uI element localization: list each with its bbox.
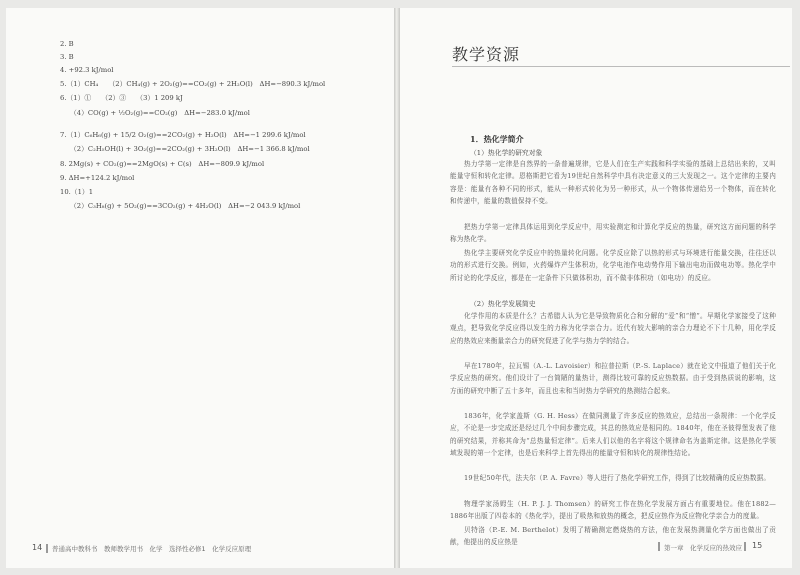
subsection-title: （1）热化学的研究对象	[470, 149, 543, 157]
subsection-title: （2）热化学发展简史	[470, 300, 536, 308]
answer-line: 7.（1）C₆H₆(g) + 15/2 O₂(g)==2CO₂(g) + H₂O(l) ΔH=−1 299.6 kJ/mol	[60, 131, 306, 139]
paragraph: 热力学第一定律是自然界的一条普遍规律，它是人们在生产实践和科学实验的基础上总结出来的，又叫能量守恒和转化定律。恩格斯把它看为19世纪自然科学中具有决定意义的三大发现之一。这个定律的主要内容是：能量有各种不同的形式，能从一种形式转化为另一种形式，从一个物体传递给另一个物体，而在转化和传递中，能量的数值保持不变。	[450, 160, 776, 205]
paragraph: 化学作用的本质是什么？古希腊人认为它是导致物质化合和分解的“爱”和“憎”。早期化学家接受了这种观点，把导致化学反应得以发生的力称为化学亲合力。近代有较大影响的亲合力理论不下十几种，用化学反应的热效应来衡量亲合力的研究促进了化学与热力学的结合。	[450, 312, 776, 345]
answer-line: 10.（1）1	[60, 188, 94, 196]
footer-book-title: 普通高中教科书 教师教学用书 化学 选择性必修1 化学反应原理	[52, 545, 252, 553]
section-title: 1．热化学简介	[470, 134, 524, 144]
footer-divider	[744, 542, 746, 551]
answer-line: 6.（1）① （2）③ （3）1 209 kJ	[60, 94, 183, 102]
footer-divider	[658, 542, 660, 551]
right-page	[400, 8, 792, 568]
paragraph: 贝特洛（P.-E. M. Berthelot）发明了精确测定燃烧热的方法，他在发展热测量化学方面也做出了贡献，他提出的反应热是	[450, 526, 776, 547]
paragraph: 热化学主要研究化学反应中的热量转化问题。化学反应除了以热的形式与环境进行能量交换，往往还以功的形式进行交换。例如，火药爆炸产生体积功，化学电池作电动势作用下输出电功而做电功等。热化学中所讨论的化学反应，都是在一定条件下只做体积功，而不做非体积功（如电功）的反应。	[450, 249, 776, 282]
paragraph: 把热力学第一定律具体运用到化学反应中，用实验测定和计算化学反应的热量，研究这方面问题的科学称为热化学。	[450, 223, 776, 244]
answer-line: 3. B	[60, 53, 74, 61]
answer-line: 5.（1）CH₄ （2）CH₄(g) + 2O₂(g)==CO₂(g) + 2H₂O(l) ΔH=−890.3 kJ/mol	[60, 80, 326, 88]
paragraph: 物理学家汤姆生（H. P. J. J. Thomsen）的研究工作在热化学发展方面占有重要地位。他在1882—1886年出版了四卷本的《热化学》，提出了吸热和放热的概念，把反应热作为反应物化学亲合力的度量。	[450, 500, 776, 521]
chapter-heading: 教学资源	[452, 45, 521, 64]
page-number-left: 14	[32, 543, 43, 552]
answer-line: 4. +92.3 kJ/mol	[60, 66, 114, 74]
footer-chapter-title: 第一章 化学反应的热效应	[664, 544, 742, 552]
footer-divider	[46, 544, 48, 553]
answer-line: 9. ΔH=+124.2 kJ/mol	[60, 174, 135, 182]
answer-line: （2）C₃H₈(g) + 5O₂(g)==3CO₂(g) + 4H₂O(l) ΔH=−2 043.9 kJ/mol	[70, 202, 301, 210]
answer-line: （2）C₂H₅OH(l) + 3O₂(g)==2CO₂(g) + 3H₂O(l) ΔH=−1 366.8 kJ/mol	[70, 145, 310, 153]
paragraph: 1836年，化学家盖斯（G. H. Hess）在做同测量了许多反应的热效应，总结出一条规律：一个化学反应，不论是一步完成还是经过几个中间步骤完成，其总的热效应是相同的。1840年，他在圣彼得堡发表了他的研究结果，并称其命为“总热量恒定律”。后来人们以他的名字将这个规律命名为盖斯定律。这是热化学领域发现的第一个定律，也是后来科学上首先得出的能量守恒和转化的规律性结论。	[450, 412, 776, 457]
page-number-right: 15	[752, 541, 763, 550]
left-page	[6, 8, 394, 568]
heading-rule	[452, 66, 790, 67]
answer-line: 8. 2Mg(s) + CO₂(g)==2MgO(s) + C(s) ΔH=−809.9 kJ/mol	[60, 160, 265, 168]
answer-line: （4）CO(g) + ½O₂(g)==CO₂(g) ΔH=−283.0 kJ/mol	[70, 109, 250, 117]
answer-line: 2. B	[60, 40, 74, 48]
paragraph: 早在1780年，拉瓦锡（A.-L. Lavoisier）和拉普拉斯（P.-S. Laplace）就在论文中报道了他们关于化学反应热的研究。他们设计了一台简陋的量热计，测得比较可靠的反应热数据。由于受到热质说的影响，这方面的研究中断了五十多年，而且也未和当时热力学研究的热测结合起来。	[450, 362, 776, 395]
left-footer	[6, 542, 394, 556]
paragraph: 19世纪50年代，法夫尔（P. A. Favre）等人进行了热化学研究工作，得到了比较精确的反应热数据。	[464, 474, 771, 482]
